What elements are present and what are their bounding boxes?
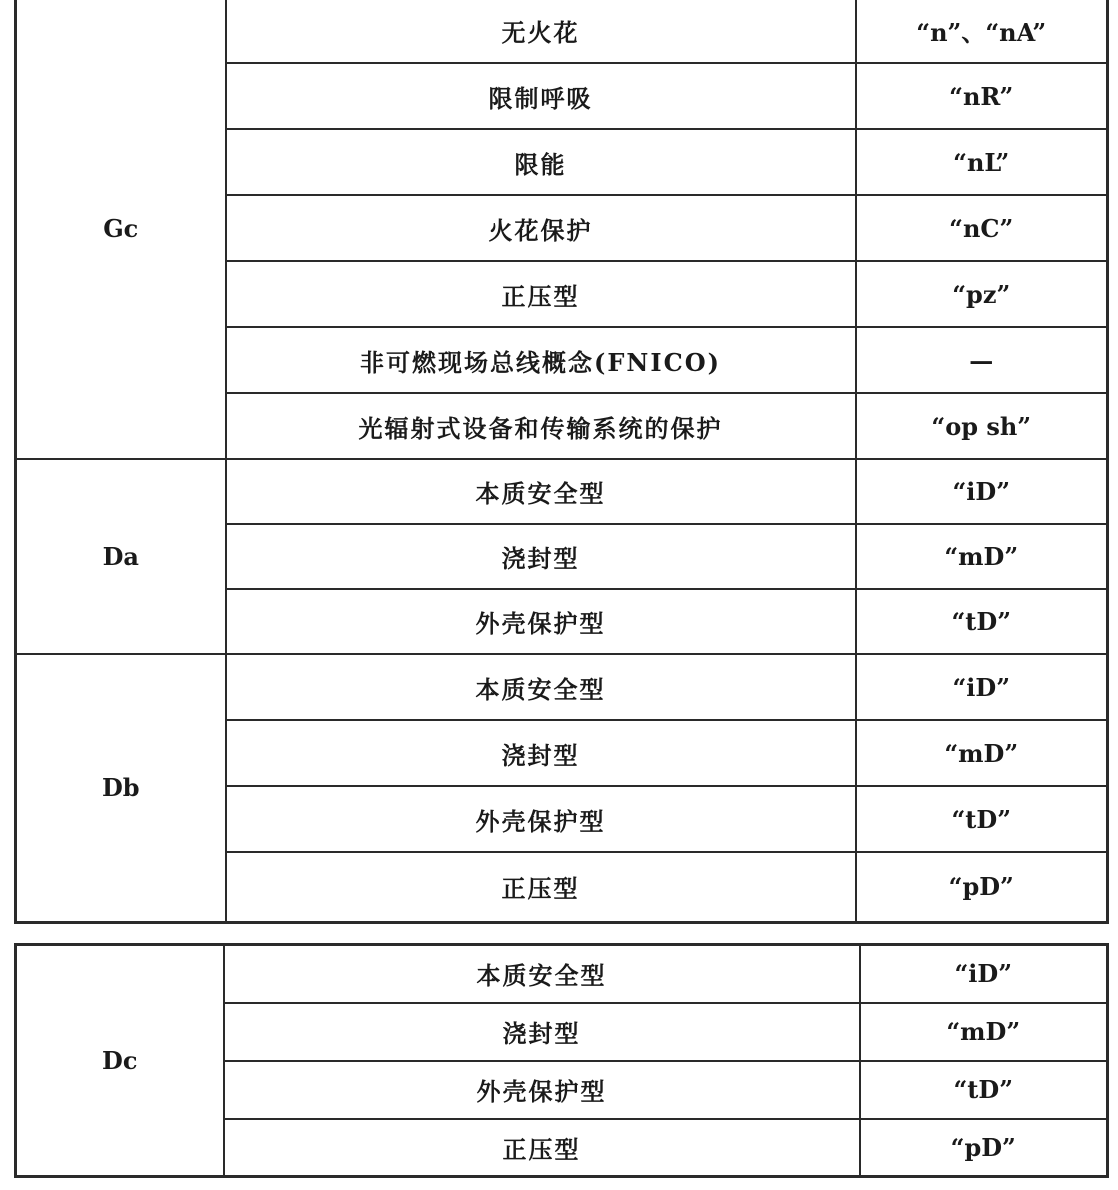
protection-types-table: [14, 0, 1109, 924]
table-row: [16, 945, 1108, 1003]
equipment-level-cell: Db: [16, 654, 226, 922]
protection-type-cell: 光辐射式设备和传输系统的保护: [226, 393, 856, 459]
protection-code-cell: “mD”: [856, 524, 1108, 589]
protection-type-cell: 正压型: [226, 852, 856, 922]
protection-type-cell: 浇封型: [224, 1003, 860, 1061]
protection-code-cell: “nL”: [856, 129, 1108, 195]
protection-code-cell: “tD”: [860, 1061, 1108, 1119]
protection-code-cell: “iD”: [856, 654, 1108, 720]
protection-type-cell: 外壳保护型: [226, 786, 856, 852]
protection-code-cell: “pD”: [860, 1119, 1108, 1177]
protection-types-table-continued: [14, 943, 1109, 1178]
protection-code-cell: “iD”: [860, 945, 1108, 1003]
protection-code-cell: “tD”: [856, 786, 1108, 852]
protection-type-cell: 外壳保护型: [224, 1061, 860, 1119]
protection-code-cell: “tD”: [856, 589, 1108, 654]
protection-type-cell: 限制呼吸: [226, 63, 856, 129]
protection-type-cell: 限能: [226, 129, 856, 195]
protection-code-cell: “nR”: [856, 63, 1108, 129]
protection-code-cell: “op sh”: [856, 393, 1108, 459]
protection-code-cell: “pD”: [856, 852, 1108, 922]
protection-code-cell: “pz”: [856, 261, 1108, 327]
protection-code-cell: —: [856, 327, 1108, 393]
protection-code-cell: “n”、“nA”: [856, 0, 1108, 63]
equipment-level-cell: Da: [16, 459, 226, 654]
protection-code-cell: “nC”: [856, 195, 1108, 261]
protection-type-cell: 浇封型: [226, 524, 856, 589]
protection-type-cell: 浇封型: [226, 720, 856, 786]
protection-type-cell: 本质安全型: [224, 945, 860, 1003]
protection-code-cell: “mD”: [860, 1003, 1108, 1061]
table-row: [16, 459, 1108, 524]
protection-type-cell: 本质安全型: [226, 459, 856, 524]
protection-type-cell: 非可燃现场总线概念(FNICO): [226, 327, 856, 393]
protection-type-cell: 正压型: [224, 1119, 860, 1177]
equipment-level-cell: Dc: [16, 945, 224, 1177]
protection-type-cell: 火花保护: [226, 195, 856, 261]
equipment-level-cell: Gc: [16, 0, 226, 459]
protection-type-cell: 正压型: [226, 261, 856, 327]
protection-code-cell: “iD”: [856, 459, 1108, 524]
protection-code-cell: “mD”: [856, 720, 1108, 786]
protection-type-cell: 本质安全型: [226, 654, 856, 720]
table-row: [16, 0, 1108, 63]
table-row: [16, 654, 1108, 720]
protection-type-cell: 外壳保护型: [226, 589, 856, 654]
protection-type-cell: 无火花: [226, 0, 856, 63]
